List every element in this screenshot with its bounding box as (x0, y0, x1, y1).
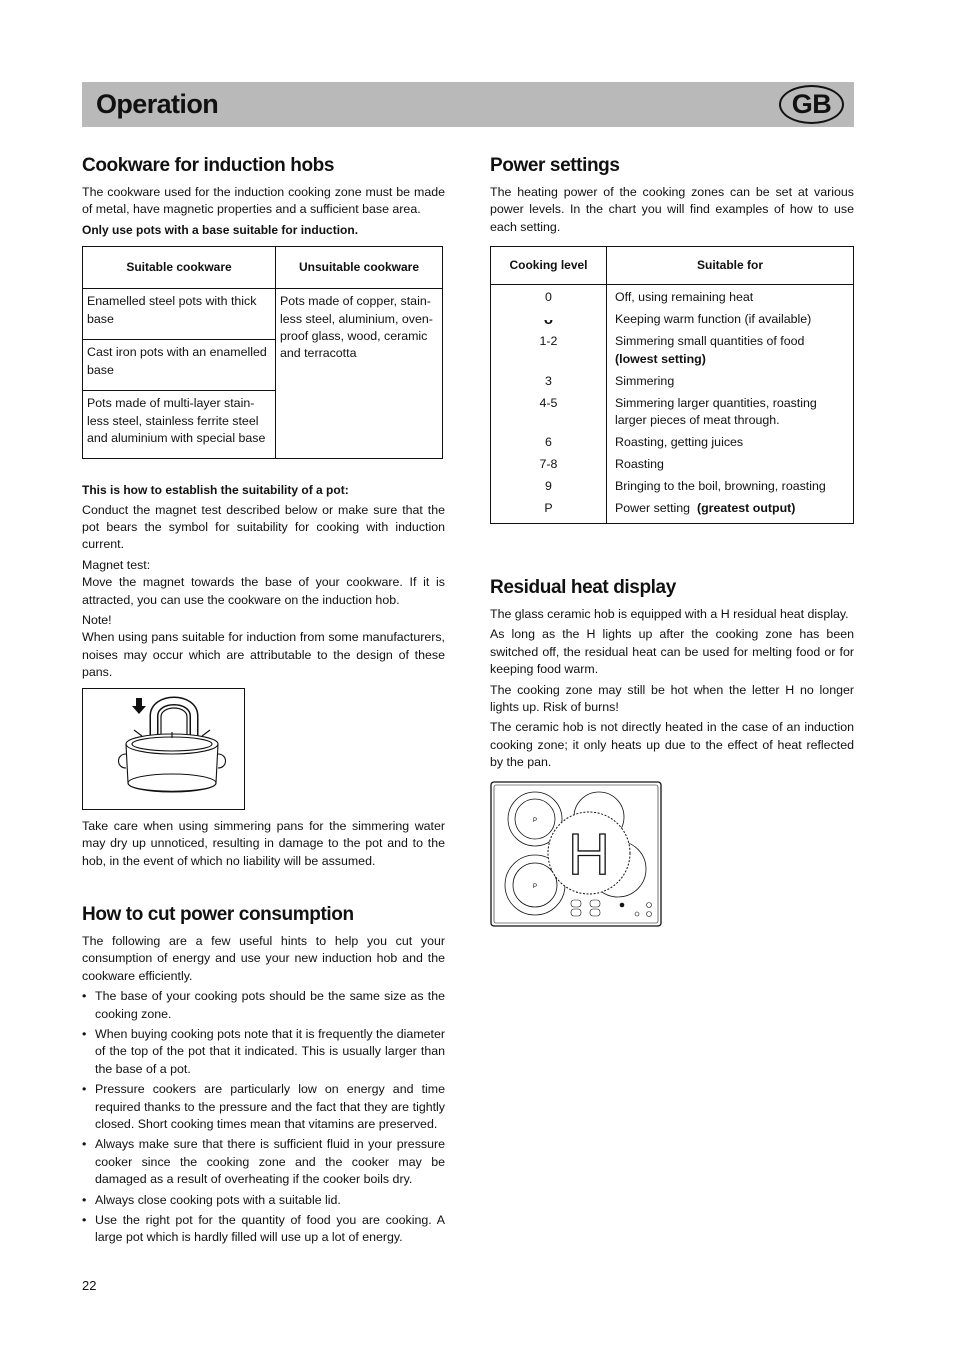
cookware-table (82, 246, 443, 459)
list-item: • Always close cooking pots with a suitable lid. (82, 1192, 445, 1209)
usage-cell: Off, using remaining heat (607, 285, 854, 312)
list-item: • When buying cooking pots note that it is frequently the diameter of the top of the pot that it indicated. This is usually larger than the base of a pot. (82, 1026, 445, 1078)
usage-cell: Bringing to the boil, browning, roasting (607, 478, 854, 500)
note-text: When using pans suitable for induction from some manufacturers, noises may occur which are attributable to the design of these pans. (82, 630, 445, 680)
suitable-cell: Pots made of multi-layer stain-less steel, stainless ferrite steel and aluminium with special base (83, 391, 276, 459)
level-cell: 1-2 (491, 333, 607, 372)
suitability-heading: This is how to establish the suitability of a pot: (82, 483, 349, 498)
level-cell: 3 (491, 373, 607, 395)
cookware-note: Only use pots with a base suitable for induction. (82, 222, 359, 237)
usage-text: Simmering small quantities of food (615, 334, 805, 349)
cookware-heading: Cookware for induction hobs (82, 155, 335, 176)
list-item: • Use the right pot for the quantity of food you are cooking. A large pot which is hardly filled will use up a lot of energy. (82, 1212, 445, 1247)
suitable-for-header: Suitable for (607, 247, 854, 285)
cookware-section (82, 154, 445, 1250)
zone-label: P (533, 817, 538, 824)
usage-cell (607, 500, 854, 524)
usage-cell: Keeping warm function (if available) (607, 311, 854, 333)
usage-cell: Roasting (607, 456, 854, 478)
list-item: • The base of your cooking pots should be the same size as the cooking zone. (82, 988, 445, 1023)
unsuitable-cell: Pots made of copper, stain-less steel, aluminium, oven-proof glass, wood, ceramic and terracotta (276, 289, 443, 459)
residual-paragraph: The cooking zone may still be hot when the letter H no longer lights up. Risk of burns! (490, 682, 854, 715)
usage-cell: Roasting, getting juices (607, 434, 854, 456)
suitability-text: Conduct the magnet test described below or make sure that the pot bears the symbol for suitability for cooking with induction current. (82, 502, 445, 552)
power-table (490, 246, 854, 524)
residual-section (490, 576, 854, 927)
consumption-heading: How to cut power consumption (82, 903, 354, 925)
country-badge: GB (779, 85, 844, 124)
residual-heading: Residual heat display (490, 577, 676, 598)
power-section (490, 154, 854, 524)
list-item: • Pressure cookers are particularly low on energy and time required thanks to the pressure and the fact that they are tightly closed. Short cooking times mean that vitamins are preserved. (82, 1081, 445, 1133)
residual-paragraph: The glass ceramic hob is equipped with a H residual heat display. (490, 607, 849, 621)
residual-heat-indicator: H (568, 821, 610, 887)
page-number: 22 (82, 1278, 97, 1293)
page-title: Operation (96, 89, 219, 119)
level-cell: 6 (491, 434, 607, 456)
magnet-text: Move the magnet towards the base of your cookware. If it is attracted, you can use the cookware on the induction hob. (82, 575, 445, 607)
note-label: Note! (82, 613, 112, 628)
usage-text: Power setting (615, 501, 691, 516)
suitable-header: Suitable cookware (83, 247, 276, 289)
suitable-cell: Cast iron pots with an enamelled base (83, 340, 276, 391)
keep-warm-icon: ᴗ (491, 311, 607, 333)
unsuitable-header: Unsuitable cookware (276, 247, 443, 289)
level-cell: 0 (491, 285, 607, 312)
cooking-level-header: Cooking level (491, 247, 607, 285)
consumption-intro: The following are a few useful hints to help you cut your consumption of energy and use your new induction hob and the cookware efficiently. (82, 933, 445, 983)
usage-cell: Simmering larger quantities, roasting larger pieces of meat through. (607, 395, 854, 434)
magnet-label: Magnet test: (82, 557, 151, 572)
level-cell: P (491, 500, 607, 524)
level-cell: 9 (491, 478, 607, 500)
magnet-test-illustration (82, 688, 245, 810)
usage-cell (607, 333, 854, 372)
power-heading: Power settings (490, 155, 620, 176)
simmer-warning: Take care when using simmering pans for the simmering water may dry up unnoticed, resulting in damage to the pot and to the hob, in the event of which no liability will be assumed. (82, 818, 445, 868)
suitable-cell: Enamelled steel pots with thick base (83, 289, 276, 340)
residual-paragraph: The ceramic hob is not directly heated in the case of an induction cooking zone; it only heats up due to the effect of heat reflected by the pan. (490, 720, 854, 770)
list-item: • Always make sure that there is sufficient fluid in your pressure cooker since the cooking zone and the cooker may be damaged as a result of overheating if the cooker boils dry. (82, 1136, 445, 1188)
usage-emphasis: (lowest setting) (615, 351, 706, 366)
hob-illustration (490, 781, 662, 927)
header-band (82, 82, 854, 127)
usage-emphasis: (greatest output) (696, 501, 796, 516)
level-cell: 7-8 (491, 456, 607, 478)
power-intro: The heating power of the cooking zones can be set at various power levels. In the chart you will find examples of how to use each setting. (490, 185, 854, 234)
residual-paragraph: As long as the H lights up after the cooking zone has been switched off, the residual heat can be used for melting food or for keeping food warm. (490, 627, 854, 677)
cookware-intro: The cookware used for the induction cooking zone must be made of metal, have magnetic properties and a sufficient base area. (82, 185, 445, 217)
usage-cell: Simmering (607, 373, 854, 395)
consumption-tips (82, 988, 445, 1247)
level-cell: 4-5 (491, 395, 607, 434)
zone-label: P (533, 883, 538, 890)
